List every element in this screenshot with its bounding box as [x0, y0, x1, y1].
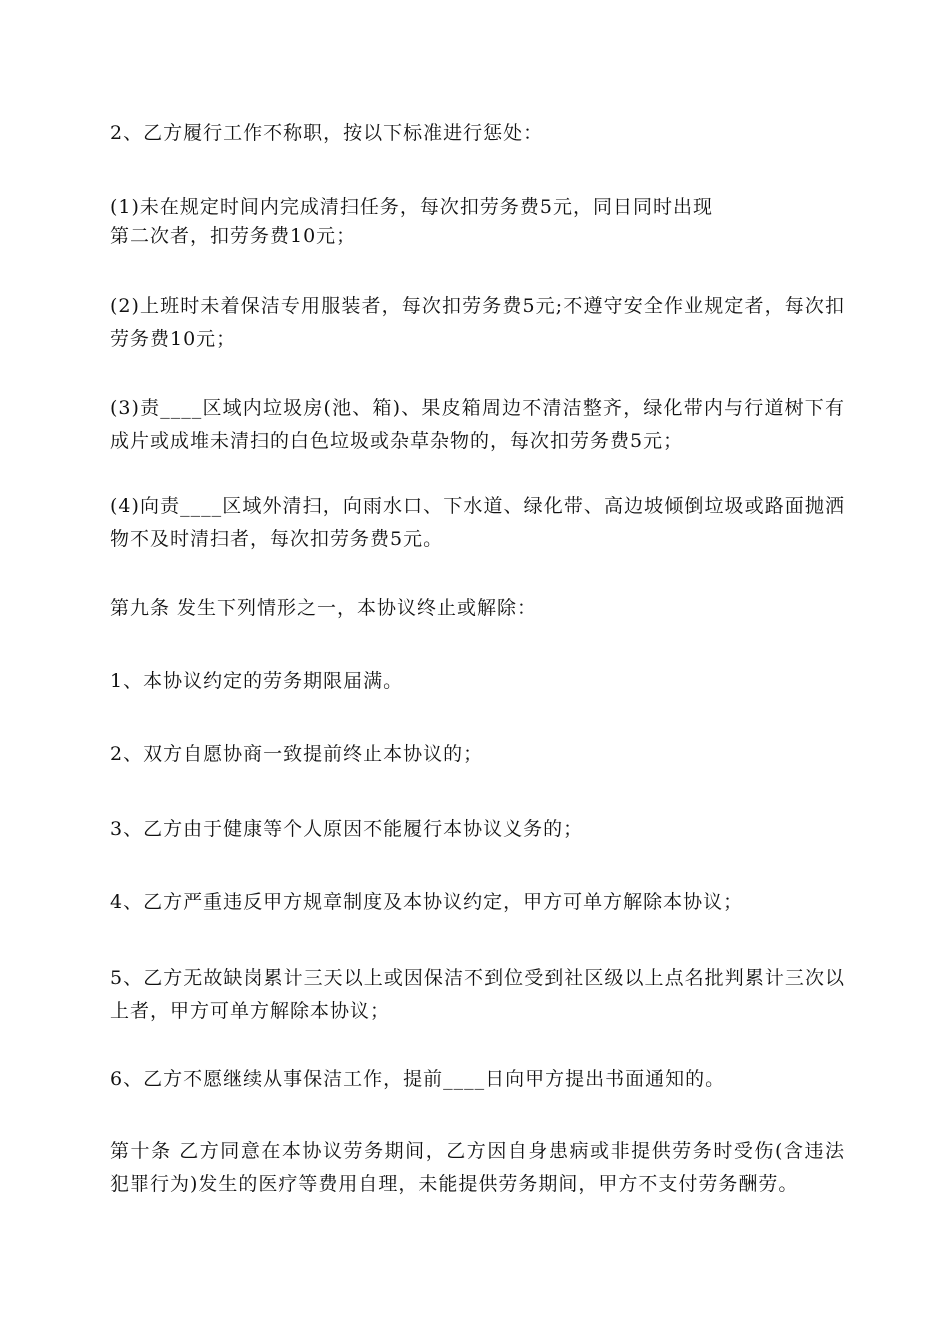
paragraph-item-2: (2)上班时未着保洁专用服装者，每次扣劳务费5元;不遵守安全作业规定者，每次扣劳务费10元； — [110, 295, 845, 350]
paragraph-penalty-standard: 2、乙方履行工作不称职，按以下标准进行惩处： — [110, 122, 544, 144]
paragraph-item-1-line-2: 第二次者，扣劳务费10元； — [110, 225, 357, 247]
paragraph-clause-2: 2、双方自愿协商一致提前终止本协议的； — [110, 743, 484, 765]
paragraph-item-1-line-1: (1)未在规定时间内完成清扫任务，每次扣劳务费5元，同日同时出现 — [110, 196, 714, 218]
paragraph-clause-5: 5、乙方无故缺岗累计三天以上或因保洁不到位受到社区级以上点名批判累计三次以上者，甲方可单方解除本协议； — [110, 967, 845, 1022]
paragraph-clause-4: 4、乙方严重违反甲方规章制度及本协议约定，甲方可单方解除本协议； — [110, 891, 744, 913]
paragraph-article-10: 第十条 乙方同意在本协议劳务期间，乙方因自身患病或非提供劳务时受伤(含违法犯罪行为)发生的医疗等费用自理，未能提供劳务期间，甲方不支付劳务酬劳。 — [110, 1140, 845, 1195]
paragraph-item-3: (3)责____区域内垃圾房(池、箱)、果皮箱周边不清洁整齐，绿化带内与行道树下有成片或成堆未清扫的白色垃圾或杂草杂物的，每次扣劳务费5元； — [110, 397, 845, 452]
paragraph-item-4: (4)向责____区域外清扫，向雨水口、下水道、绿化带、高边坡倾倒垃圾或路面抛洒物不及时清扫者，每次扣劳务费5元。 — [110, 495, 845, 550]
paragraph-clause-3: 3、乙方由于健康等个人原因不能履行本协议义务的； — [110, 818, 584, 840]
paragraph-article-9: 第九条 发生下列情形之一，本协议终止或解除： — [110, 597, 538, 619]
paragraph-clause-1: 1、本协议约定的劳务期限届满。 — [110, 670, 404, 692]
paragraph-clause-6: 6、乙方不愿继续从事保洁工作，提前____日向甲方提出书面通知的。 — [110, 1068, 726, 1090]
